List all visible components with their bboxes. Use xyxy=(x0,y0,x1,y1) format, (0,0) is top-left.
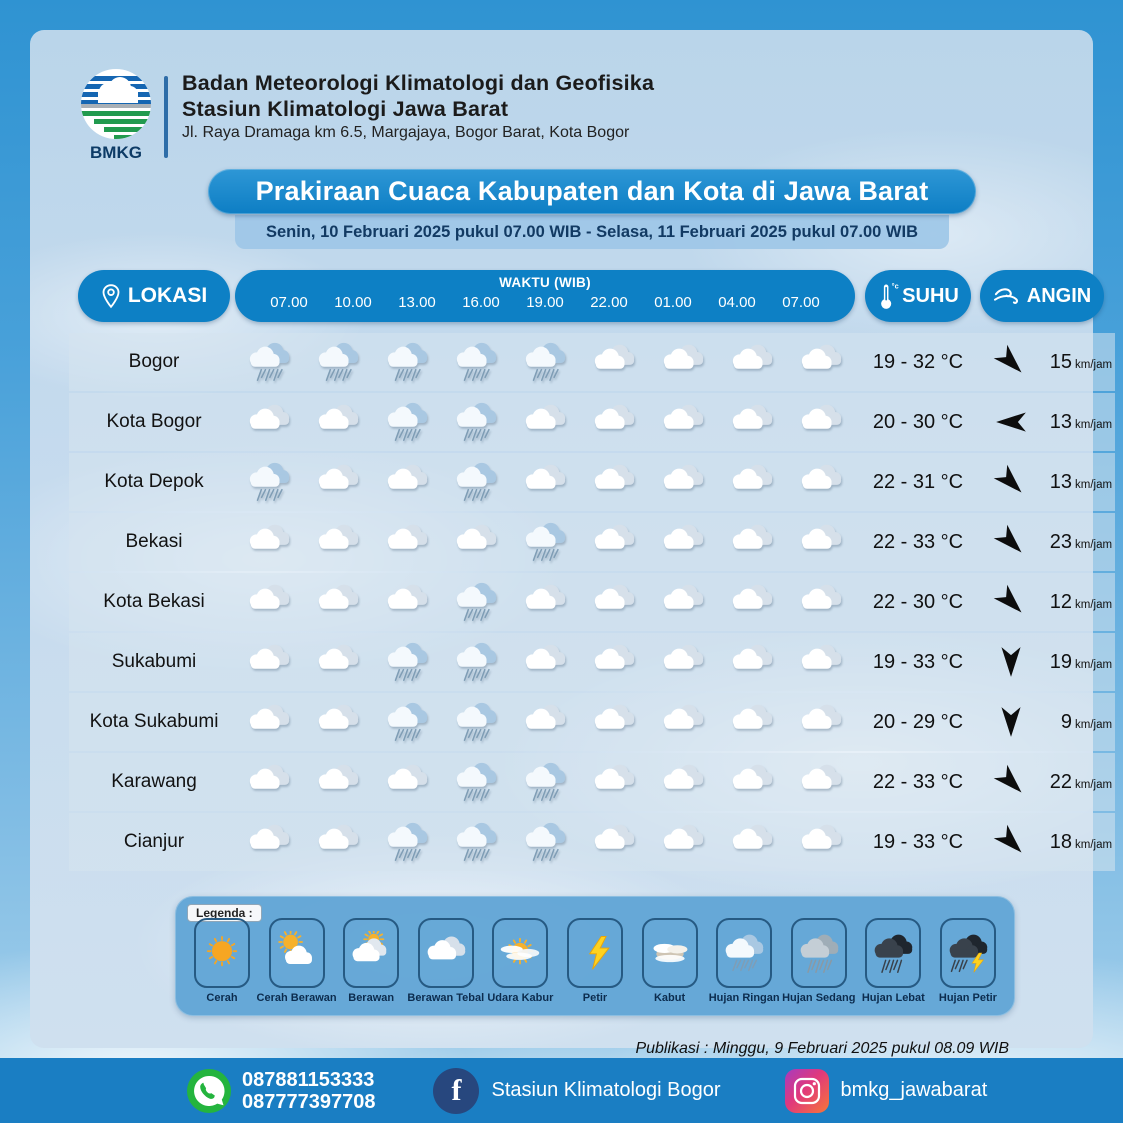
legend-item xyxy=(185,918,259,1004)
wind-speed: 22 xyxy=(1049,770,1072,793)
time-label: 16.00 xyxy=(462,294,500,311)
weather-icon-berawan-tebal xyxy=(648,753,717,811)
weather-icon-berawan-tebal xyxy=(511,633,580,691)
weather-icon-berawan-tebal xyxy=(579,753,648,811)
table-row xyxy=(69,333,1115,391)
weather-icon-hujan-ringan xyxy=(373,393,442,451)
content-card xyxy=(30,30,1113,1057)
legend-item xyxy=(856,918,930,1004)
wind-unit: km/jam xyxy=(1075,839,1113,851)
wind-speed: 18 xyxy=(1049,830,1072,853)
location-label: Kota Bekasi xyxy=(103,591,205,612)
temperature-range: 19 - 33 °C xyxy=(872,830,964,853)
weather-icon-berawan-tebal xyxy=(786,333,855,391)
weather-icon-berawan-tebal xyxy=(648,333,717,391)
wind-info xyxy=(980,813,1115,871)
weather-icon-berawan-tebal xyxy=(235,573,304,631)
temperature-range: 20 - 29 °C xyxy=(872,710,964,733)
time-label: 22.00 xyxy=(590,294,628,311)
location-label: Kota Bogor xyxy=(106,411,202,432)
whatsapp-contact xyxy=(186,1068,375,1114)
weather-icon-hujan-ringan xyxy=(235,333,304,391)
weather-icon-berawan-tebal xyxy=(648,453,717,511)
wind-direction-arrow xyxy=(994,405,1028,439)
wind-direction-arrow xyxy=(994,345,1028,379)
weather-icon-hujan-ringan xyxy=(373,813,442,871)
legend-item-label: Hujan Petir xyxy=(938,992,997,1004)
weather-icon-berawan-tebal xyxy=(235,753,304,811)
location-label: Bogor xyxy=(128,351,180,372)
legend-icon-berawan xyxy=(343,918,399,988)
weather-icon-berawan-tebal xyxy=(648,573,717,631)
weather-icon-berawan-tebal xyxy=(304,453,373,511)
page-title: Prakiraan Cuaca Kabupaten dan Kota di Jawa Barat xyxy=(208,169,976,214)
weather-icon-berawan-tebal xyxy=(235,633,304,691)
weather-icon-berawan-tebal xyxy=(786,393,855,451)
temperature-range: 22 - 33 °C xyxy=(872,770,964,793)
weather-icon-hujan-ringan xyxy=(373,693,442,751)
legend-item-label: Petir xyxy=(582,992,608,1004)
weather-cells xyxy=(235,333,855,391)
weather-icon-berawan-tebal xyxy=(786,513,855,571)
wind-speed: 12 xyxy=(1049,590,1072,613)
table-row xyxy=(69,693,1115,751)
wind-info xyxy=(980,393,1115,451)
table-row xyxy=(69,813,1115,871)
whatsapp-icon xyxy=(186,1068,232,1114)
weather-icon-berawan-tebal xyxy=(442,513,511,571)
weather-icon-berawan-tebal xyxy=(717,573,786,631)
legend-item xyxy=(334,918,408,1004)
weather-icon-berawan-tebal xyxy=(786,753,855,811)
weather-icon-hujan-ringan xyxy=(442,753,511,811)
legend-item-label: Cerah xyxy=(206,992,238,1004)
table-row xyxy=(69,393,1115,451)
weather-icon-berawan-tebal xyxy=(235,813,304,871)
location-label: Sukabumi xyxy=(111,651,197,672)
legend-item-label: Cerah Berawan xyxy=(256,992,337,1004)
weather-icon-berawan-tebal xyxy=(717,333,786,391)
wind-direction-arrow xyxy=(994,465,1028,499)
temperature-range: 22 - 30 °C xyxy=(872,590,964,613)
wind-direction-arrow xyxy=(994,645,1028,679)
legend-item xyxy=(707,918,781,1004)
thermometer-icon xyxy=(877,281,899,311)
weather-icon-berawan-tebal xyxy=(235,513,304,571)
weather-icon-berawan-tebal xyxy=(235,393,304,451)
time-label: 07.00 xyxy=(782,294,820,311)
legend-item-label: Udara Kabur xyxy=(487,992,554,1004)
weather-cells xyxy=(235,813,855,871)
weather-icon-berawan-tebal xyxy=(511,573,580,631)
legend-item-label: Hujan Lebat xyxy=(861,992,925,1004)
svg-text:°c: °c xyxy=(891,281,899,291)
whatsapp-number-1: 087881153333 xyxy=(242,1068,375,1091)
legend-item-label: Berawan Tebal xyxy=(407,992,485,1004)
weather-icon-berawan-tebal xyxy=(304,513,373,571)
weather-icon-berawan-tebal xyxy=(579,813,648,871)
legend-item-label: Hujan Sedang xyxy=(782,992,856,1004)
forecast-table xyxy=(69,333,1115,873)
legend-item xyxy=(483,918,557,1004)
weather-icon-hujan-ringan xyxy=(373,633,442,691)
weather-icon-berawan-tebal xyxy=(648,513,717,571)
weather-icon-berawan-tebal xyxy=(579,633,648,691)
whatsapp-numbers xyxy=(242,1069,375,1113)
table-row xyxy=(69,753,1115,811)
weather-icon-berawan-tebal xyxy=(235,693,304,751)
legend-icon-kabut xyxy=(642,918,698,988)
wind-icon xyxy=(993,284,1021,308)
publication-timestamp: Publikasi : Minggu, 9 Februari 2025 pukul 08.09 WIB xyxy=(635,1040,1009,1057)
footer-bar xyxy=(0,1058,1123,1123)
waktu-header xyxy=(235,270,855,322)
weather-icon-berawan-tebal xyxy=(648,693,717,751)
wind-info xyxy=(980,453,1115,511)
weather-icon-berawan-tebal xyxy=(511,453,580,511)
weather-icon-hujan-ringan xyxy=(304,333,373,391)
wind-info xyxy=(980,693,1115,751)
weather-icon-berawan-tebal xyxy=(648,633,717,691)
wind-unit: km/jam xyxy=(1075,539,1113,551)
temperature-range: 20 - 30 °C xyxy=(872,410,964,433)
weather-icon-berawan-tebal xyxy=(579,453,648,511)
weather-icon-berawan-tebal xyxy=(717,513,786,571)
table-row xyxy=(69,573,1115,631)
weather-icon-berawan-tebal xyxy=(786,813,855,871)
legend-icon-hujan-petir xyxy=(940,918,996,988)
weather-cells xyxy=(235,393,855,451)
weather-icon-hujan-ringan xyxy=(235,453,304,511)
lokasi-header xyxy=(78,270,230,322)
weather-cells xyxy=(235,573,855,631)
wind-unit: km/jam xyxy=(1075,359,1113,371)
legend-panel xyxy=(175,896,1015,1016)
time-label: 07.00 xyxy=(270,294,308,311)
angin-label: ANGIN xyxy=(1026,284,1092,307)
wind-direction-arrow xyxy=(994,765,1028,799)
weather-icon-berawan-tebal xyxy=(304,753,373,811)
wind-unit: km/jam xyxy=(1075,419,1113,431)
weather-icon-berawan-tebal xyxy=(579,333,648,391)
weather-icon-berawan-tebal xyxy=(717,813,786,871)
header-divider xyxy=(164,76,168,158)
date-range-bar: Senin, 10 Februari 2025 pukul 07.00 WIB - Selasa, 11 Februari 2025 pukul 07.00 WIB xyxy=(235,215,949,249)
instagram-label: bmkg_jawabarat xyxy=(840,1079,988,1101)
weather-icon-hujan-ringan xyxy=(442,573,511,631)
wind-speed: 13 xyxy=(1049,470,1072,493)
weather-icon-berawan-tebal xyxy=(579,573,648,631)
temperature-range: 19 - 32 °C xyxy=(872,350,964,373)
org-address: Jl. Raya Dramaga km 6.5, Margajaya, Bogor Barat, Kota Bogor xyxy=(182,124,630,141)
legend-icon-hujan-sedang xyxy=(791,918,847,988)
legend-title: Legenda : xyxy=(187,904,262,922)
location-label: Bekasi xyxy=(125,531,183,552)
weather-icon-hujan-ringan xyxy=(442,633,511,691)
wind-speed: 9 xyxy=(1060,710,1072,733)
weather-icon-hujan-ringan xyxy=(442,693,511,751)
weather-icon-hujan-ringan xyxy=(511,813,580,871)
weather-icon-berawan-tebal xyxy=(579,393,648,451)
weather-icon-hujan-ringan xyxy=(511,753,580,811)
legend-icon-cerah-berawan xyxy=(269,918,325,988)
legend-item-label: Kabut xyxy=(653,992,686,1004)
svg-text:BMKG: BMKG xyxy=(90,143,142,162)
weather-icon-berawan-tebal xyxy=(786,633,855,691)
location-label: Kota Depok xyxy=(104,471,204,492)
weather-cells xyxy=(235,633,855,691)
legend-items xyxy=(185,918,1005,1004)
weather-icon-berawan-tebal xyxy=(648,813,717,871)
weather-icon-berawan-tebal xyxy=(579,693,648,751)
weather-icon-hujan-ringan xyxy=(373,333,442,391)
wind-unit: km/jam xyxy=(1075,599,1113,611)
legend-item xyxy=(558,918,632,1004)
facebook-label: Stasiun Klimatologi Bogor xyxy=(491,1079,721,1101)
wind-info xyxy=(980,573,1115,631)
weather-icon-berawan-tebal xyxy=(717,453,786,511)
legend-item xyxy=(409,918,483,1004)
wind-direction-arrow xyxy=(994,585,1028,619)
location-label: Cianjur xyxy=(123,831,185,852)
location-label: Karawang xyxy=(111,771,197,792)
bmkg-logo xyxy=(74,66,158,167)
weather-icon-hujan-ringan xyxy=(442,813,511,871)
wind-unit: km/jam xyxy=(1075,779,1113,791)
weather-icon-berawan-tebal xyxy=(717,633,786,691)
wind-speed: 19 xyxy=(1049,650,1072,673)
weather-cells xyxy=(235,453,855,511)
wind-info xyxy=(980,633,1115,691)
legend-icon-udara-kabur xyxy=(492,918,548,988)
wind-speed: 23 xyxy=(1049,530,1072,553)
wind-unit: km/jam xyxy=(1075,719,1113,731)
time-label: 10.00 xyxy=(334,294,372,311)
weather-icon-berawan-tebal xyxy=(786,453,855,511)
legend-icon-petir xyxy=(567,918,623,988)
weather-icon-hujan-ringan xyxy=(442,333,511,391)
org-header xyxy=(182,70,654,144)
legend-item-label: Berawan xyxy=(348,992,395,1004)
weather-icon-berawan-tebal xyxy=(304,393,373,451)
weather-icon-berawan-tebal xyxy=(511,693,580,751)
weather-icon-hujan-ringan xyxy=(511,513,580,571)
wind-direction-arrow xyxy=(994,525,1028,559)
instagram-contact xyxy=(785,1069,988,1113)
weather-icon-hujan-ringan xyxy=(442,393,511,451)
weather-icon-berawan-tebal xyxy=(373,453,442,511)
lokasi-label: LOKASI xyxy=(127,284,208,307)
time-label: 13.00 xyxy=(398,294,436,311)
wind-speed: 13 xyxy=(1049,410,1072,433)
weather-icon-berawan-tebal xyxy=(786,693,855,751)
org-name-line1: Badan Meteorologi Klimatologi dan Geofisika xyxy=(182,71,655,95)
wind-direction-arrow xyxy=(994,825,1028,859)
waktu-label: WAKTU (WIB) xyxy=(499,275,591,290)
whatsapp-number-2: 087777397708 xyxy=(242,1090,376,1113)
weather-icon-berawan-tebal xyxy=(304,693,373,751)
weather-icon-berawan-tebal xyxy=(373,753,442,811)
time-label: 01.00 xyxy=(654,294,692,311)
temperature-range: 22 - 33 °C xyxy=(872,530,964,553)
angin-header xyxy=(980,270,1104,322)
legend-icon-cerah xyxy=(194,918,250,988)
legend-icon-berawan-tebal xyxy=(418,918,474,988)
wind-unit: km/jam xyxy=(1075,659,1113,671)
legend-item xyxy=(931,918,1005,1004)
weather-icon-berawan-tebal xyxy=(373,573,442,631)
weather-icon-berawan-tebal xyxy=(511,393,580,451)
weather-cells xyxy=(235,513,855,571)
weather-icon-berawan-tebal xyxy=(304,573,373,631)
weather-icon-berawan-tebal xyxy=(717,753,786,811)
suhu-header xyxy=(865,270,971,322)
bmkg-logo-icon xyxy=(74,66,158,162)
weather-cells xyxy=(235,693,855,751)
legend-icon-hujan-lebat xyxy=(865,918,921,988)
wind-info xyxy=(980,333,1115,391)
legend-item-label: Hujan Ringan xyxy=(708,992,780,1004)
weather-icon-berawan-tebal xyxy=(648,393,717,451)
facebook-icon: f xyxy=(433,1068,479,1114)
weather-icon-berawan-tebal xyxy=(717,693,786,751)
weather-icon-berawan-tebal xyxy=(304,813,373,871)
location-label: Kota Sukabumi xyxy=(89,711,219,732)
suhu-label: SUHU xyxy=(902,284,959,307)
legend-item xyxy=(256,918,337,1004)
weather-icon-berawan-tebal xyxy=(304,633,373,691)
legend-item xyxy=(782,918,856,1004)
temperature-range: 22 - 31 °C xyxy=(872,470,964,493)
time-label: 19.00 xyxy=(526,294,564,311)
wind-info xyxy=(980,753,1115,811)
table-row xyxy=(69,513,1115,571)
table-row xyxy=(69,453,1115,511)
table-row xyxy=(69,633,1115,691)
weather-icon-berawan-tebal xyxy=(786,573,855,631)
legend-item xyxy=(633,918,707,1004)
weather-icon-hujan-ringan xyxy=(442,453,511,511)
time-label: 04.00 xyxy=(718,294,756,311)
weather-cells xyxy=(235,753,855,811)
temperature-range: 19 - 33 °C xyxy=(872,650,964,673)
wind-speed: 15 xyxy=(1049,350,1072,373)
wind-info xyxy=(980,513,1115,571)
weather-icon-berawan-tebal xyxy=(373,513,442,571)
location-pin-icon xyxy=(101,283,121,309)
weather-icon-berawan-tebal xyxy=(717,393,786,451)
weather-icon-hujan-ringan xyxy=(511,333,580,391)
facebook-contact xyxy=(433,1068,720,1114)
weather-icon-berawan-tebal xyxy=(579,513,648,571)
instagram-icon xyxy=(785,1069,829,1113)
time-columns xyxy=(257,294,833,311)
org-name-line2: Stasiun Klimatologi Jawa Barat xyxy=(182,97,509,121)
wind-unit: km/jam xyxy=(1075,479,1113,491)
wind-direction-arrow xyxy=(994,705,1028,739)
legend-icon-hujan-ringan xyxy=(716,918,772,988)
